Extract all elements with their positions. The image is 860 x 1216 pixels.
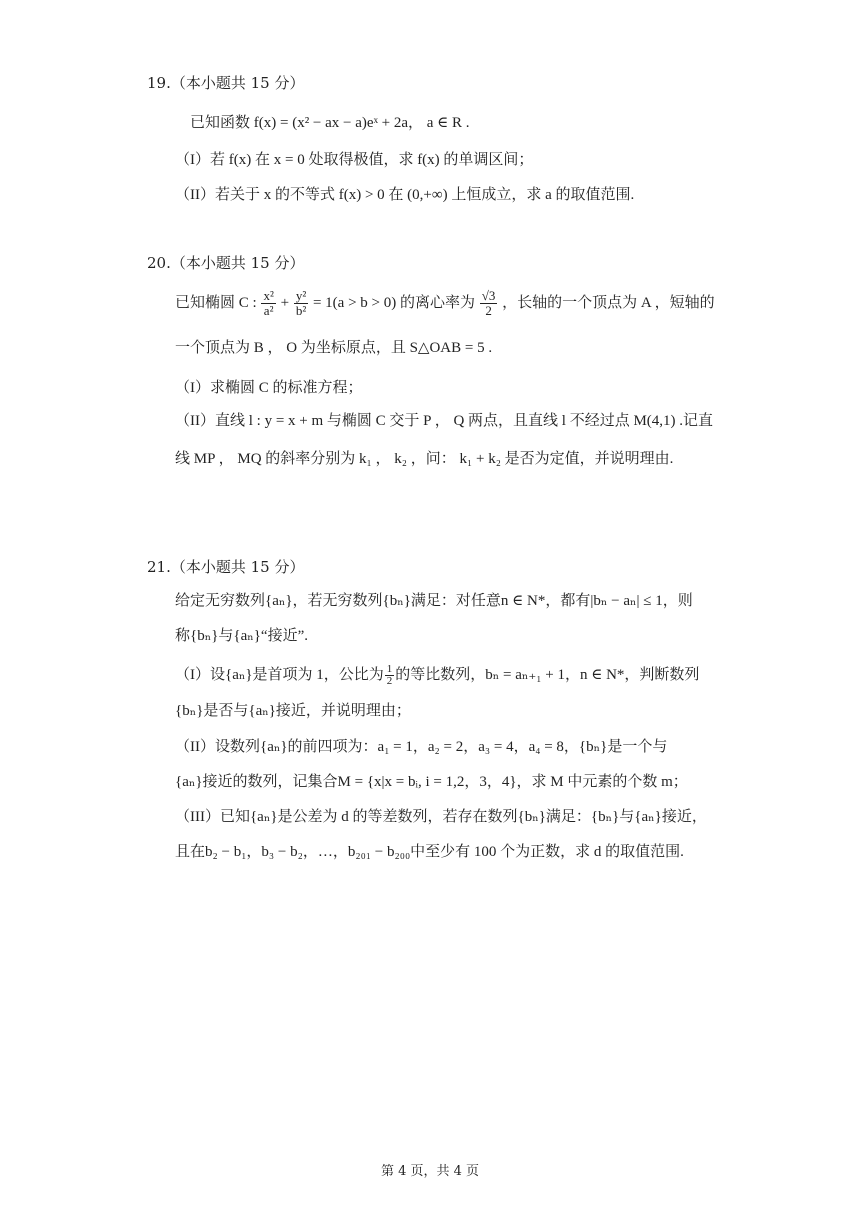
q20-stem-b: = 1(a > b > 0) 的离心率为 bbox=[312, 295, 475, 311]
q20-stem-line2: 一个顶点为 B ， O 为坐标原点，且 S△OAB = 5 . bbox=[175, 340, 493, 356]
page-footer: 第 4 页，共 4 页 bbox=[380, 1164, 480, 1179]
q20-fraction-x-over-a bbox=[261, 289, 275, 318]
q21-part1-line2: {bₙ}是否与{aₙ}接近，并说明理由； bbox=[175, 703, 411, 719]
fraction-numerator: x² bbox=[263, 288, 274, 304]
q20-stem-a: 已知椭圆 C : bbox=[175, 295, 257, 311]
fraction-denominator: 2 bbox=[485, 303, 492, 319]
q19-part1: （I）若 f(x) 在 x = 0 处取得极值，求 f(x) 的单调区间； bbox=[175, 152, 534, 168]
fraction-numerator: 1 bbox=[386, 663, 393, 676]
q21-stem-line2: 称{bₙ}与{aₙ}“接近”. bbox=[175, 628, 309, 644]
q20-header: 20.（本小题共 15 分） bbox=[147, 254, 305, 272]
q19-part2: （II）若关于 x 的不等式 f(x) > 0 在 (0,+∞) 上恒成立，求 a 的取值范围. bbox=[175, 187, 635, 203]
q21-part2-line2: {aₙ}接近的数列，记集合M = {x|x = bᵢ, i = 1,2，3，4}，求 M 中元素的个数 m； bbox=[175, 774, 688, 790]
q21-part1-line1 bbox=[175, 661, 699, 689]
fraction-denominator: b² bbox=[295, 303, 307, 319]
q19-header: 19.（本小题共 15 分） bbox=[147, 74, 305, 92]
q20-part1: （I）求椭圆 C 的标准方程； bbox=[175, 380, 363, 396]
q20-fraction-y-over-b bbox=[294, 289, 308, 318]
q21-stem-line1: 给定无穷数列{aₙ}，若无穷数列{bₙ}满足：对任意n ∈ N*，都有|bₙ − aₙ| ≤ 1，则 bbox=[175, 593, 693, 609]
fraction-numerator: y² bbox=[295, 288, 307, 304]
q20-part2-line1: （II）直线 l : y = x + m 与椭圆 C 交于 P ， Q 两点，且直线 l 不经过点 M(4,1) .记直 bbox=[175, 413, 714, 429]
q21-part3-line1: （III）已知{aₙ}是公差为 d 的等差数列，若存在数列{bₙ}满足：{bₙ}与{aₙ}接近， bbox=[175, 809, 707, 825]
q21-part3-line2: 且在b₂ − b₁，b₃ − b₂，…，b₂₀₁ − b₂₀₀中至少有 100 个为正数，求 d 的取值范围. bbox=[175, 844, 684, 860]
q21-part1-post: 的等比数列，bₙ = aₙ₊₁ + 1，n ∈ N*，判断数列 bbox=[395, 667, 700, 683]
q21-part2-line1: （II）设数列{aₙ}的前四项为：a₁ = 1，a₂ = 2，a₃ = 4，a₄ = 8，{bₙ}是一个与 bbox=[175, 739, 668, 755]
q20-fraction-eccentricity bbox=[480, 289, 498, 318]
q20-stem-c: ，长轴的一个顶点为 A ，短轴的 bbox=[502, 295, 715, 311]
plus-sign: + bbox=[280, 295, 290, 311]
fraction-denominator: a² bbox=[263, 303, 274, 319]
q20-stem-line1 bbox=[175, 284, 715, 322]
q21-part1-pre: （I）设{aₙ}是首项为 1，公比为 bbox=[175, 667, 384, 683]
fraction-denominator: 2 bbox=[386, 675, 393, 688]
fraction-numerator: √3 bbox=[481, 288, 496, 304]
q20-part2-line2: 线 MP ， MQ 的斜率分别为 k₁ ， k₂ ，问： k₁ + k₂ 是否为定值，并说明理由. bbox=[175, 451, 674, 467]
q19-stem: 已知函数 f(x) = (x² − ax − a)eˣ + 2a， a ∈ R . bbox=[190, 115, 470, 131]
q21-header: 21.（本小题共 15 分） bbox=[147, 558, 305, 576]
q21-fraction-one-half bbox=[385, 664, 395, 687]
